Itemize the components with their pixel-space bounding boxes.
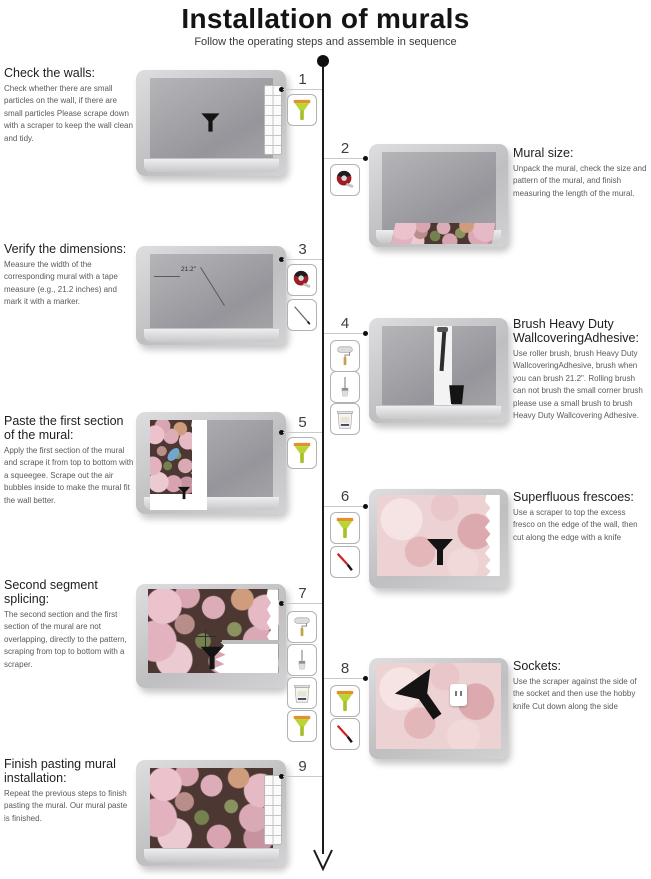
step-4-connector [324,333,366,334]
squeegee-silhouette [200,112,221,133]
step-3-title: Verify the dimensions: [4,242,127,256]
step-3-body: Measure the width of the corresponding mural with a tape measure (e.g., 21.2 inches) and mark it with a marker. [4,260,118,307]
flat-brush-icon [330,371,360,403]
step-1-connector [283,89,322,90]
step-1-text [4,66,134,145]
page-subtitle: Follow the operating steps and assemble in sequence [194,36,457,48]
squeegee-icon [287,437,317,469]
tape-measure-icon [330,164,360,196]
flat-brush-icon [287,644,317,676]
step-8-text [513,659,648,713]
step-5-text [4,414,134,507]
adhesive-bucket-icon [330,403,360,435]
step-7-body: The second section and the first section of the mural are not overlapping, directly to the pattern, scraping from top to bottom with a scraper. [4,610,127,669]
squeegee-silhouette [425,537,455,567]
step-7-image [136,584,286,688]
measure-label: 21.2" [181,265,196,273]
squeegee-icon [287,710,317,742]
step-6-title: Superfluous frescoes: [513,490,634,504]
step-7-number: 7 [298,585,307,602]
step-5-body: Apply the first section of the mural and scrape it from top to bottom with a squeegee. Scrape out the air bubbles inside to make the mural fit the wall better. [4,446,134,505]
step-9-image [136,760,286,866]
roller-brush-icon [330,340,360,372]
measure-line [154,276,180,277]
step-4-text [513,317,648,422]
step-2-title: Mural size: [513,146,574,160]
step-3-text [4,242,134,309]
step-2-connector [324,158,366,159]
step-8-body: Use the scraper against the side of the socket and then use the hobby knife Cut down along the side [513,677,637,711]
adhesive-bucket-icon [287,677,317,709]
floor [376,406,501,420]
step-4-image [369,318,508,423]
timeline-arrow-icon [312,846,334,872]
roller-head [437,327,448,332]
step-6-connector [324,506,366,507]
squeegee-silhouette [177,486,191,500]
step-5-image [136,412,286,514]
floor [144,849,279,863]
crosshair [196,636,216,637]
squeegee-icon [330,512,360,544]
marker-icon [287,299,317,331]
step-3-connector [283,259,322,260]
step-6-body: Use a scraper to top the excess fresco on the edge of the wall, then cut along the edge with a knife [513,508,638,542]
step-6-text [513,490,648,544]
step-9-title: Finish pasting mural installation: [4,757,116,785]
step-4-title: Brush Heavy Duty WallcoveringAdhesive: [513,317,639,345]
step-8-image [369,658,508,759]
step-7-connector [283,603,322,604]
squeegee-icon [330,685,360,717]
rolled-edge [222,640,279,644]
step-9-text [4,757,134,825]
step-1-body: Check whether there are small particles on the wall, if there are small particles Please scrape down with a scraper to keep the wall clean and tidy. [4,84,133,143]
step-4-body: Use roller brush, brush Heavy Duty WallcoveringAdhesive, brush when you can brush 21.2". Rolling brush can not brush the small corner brush please use a small brush to brush Heavy Duty Wallcovering Adhesive. [513,349,643,420]
step-8-connector [324,678,366,679]
step-2-body: Unpack the mural, check the size and pattern of the mural, and finish measuring the length of the mural. [513,164,647,198]
step-9-number: 9 [298,758,307,775]
timeline-start-dot [317,55,329,67]
step-7-text [4,578,134,671]
step-5-number: 5 [298,414,307,431]
ladder [264,775,282,845]
step-4-number: 4 [340,315,350,332]
wall [382,152,496,229]
step-3-image [136,246,286,345]
finished-mural [150,768,273,848]
tape-measure-icon [287,264,317,296]
roller-brush-icon [287,611,317,643]
page-title: Installation of murals [181,3,470,34]
floor [144,159,279,173]
step-8-title: Sockets: [513,659,561,673]
squeegee-icon [287,94,317,126]
step-6-number: 6 [340,488,350,505]
ladder [264,85,282,155]
step-7-title: Second segment splicing: [4,578,98,606]
step-8-number: 8 [340,660,350,677]
squeegee-silhouette [199,645,225,671]
step-5-title: Paste the first section of the mural: [4,414,124,442]
floor [144,329,279,342]
step-1-image [136,70,286,176]
unrolled-mural [391,223,495,245]
wall [150,254,273,328]
timeline-line [322,62,324,854]
step-1-title: Check the walls: [4,66,96,80]
step-2-text [513,146,647,200]
utility-knife-icon [330,546,360,578]
step-5-connector [283,432,322,433]
step-3-number: 3 [298,241,307,258]
utility-knife-icon [330,718,360,750]
step-9-connector [283,776,322,777]
step-2-image [369,144,508,247]
step-1-number: 1 [298,71,307,88]
step-6-image [369,489,508,588]
step-2-number: 2 [340,140,350,157]
step-9-body: Repeat the previous steps to finish pasting the mural. Our mural paste is finished. [4,789,128,823]
